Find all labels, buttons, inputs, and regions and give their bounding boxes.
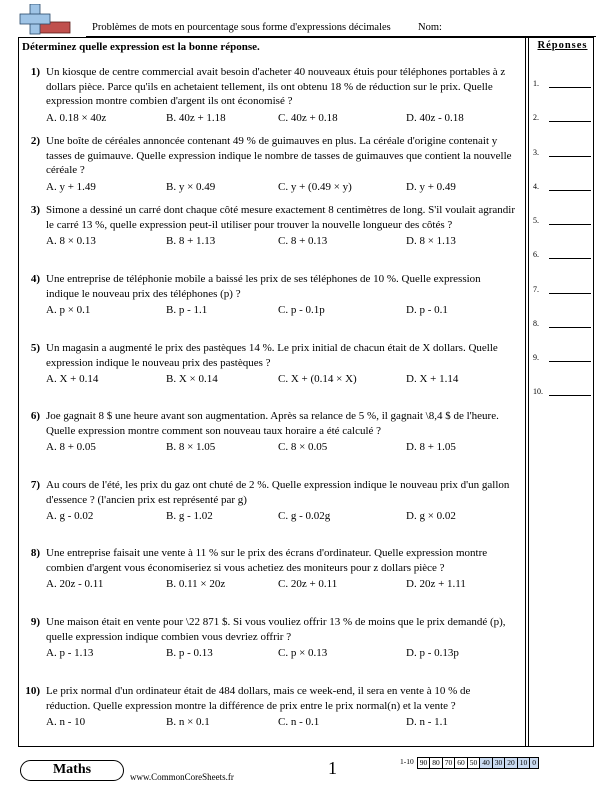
option-a: A. 8 + 0.05 xyxy=(46,441,96,453)
answer-number: 4. xyxy=(533,182,539,191)
answer-line[interactable] xyxy=(533,350,593,364)
option-b: B. 40z + 1.18 xyxy=(166,111,226,124)
answer-number: 6. xyxy=(533,250,539,259)
option-c: C. n - 0.1 xyxy=(278,716,320,728)
question-number: 6) xyxy=(30,410,40,422)
question-text: Le prix normal d'un ordinateur était de 484 dollars, mais ce week-end, il sera en vente à 10 % de réduction. Quelle expression montre la différence de prix entre le prix normal(n) et la vente ? xyxy=(46,685,471,712)
commoncoresheets-logo xyxy=(18,4,74,36)
question-9 xyxy=(22,615,522,661)
option-b: B. 8 × 1.05 xyxy=(166,441,216,453)
question-text: Une entreprise faisait une vente à 11 % sur le prix des écrans d'ordinateur. Quelle expression montre combien d'argent vous économiseriez si vous achetiez des moniteurs pour z dollars pièce ? xyxy=(46,547,488,574)
question-options xyxy=(46,509,522,524)
answer-line[interactable] xyxy=(533,179,593,193)
option-d: D. p - 0.13p xyxy=(406,647,459,659)
question-6 xyxy=(22,409,522,455)
answer-number: 2. xyxy=(533,113,539,122)
option-b: B. p - 0.13 xyxy=(166,647,213,659)
option-d: D. n - 1.1 xyxy=(406,716,448,728)
option-d: D. p - 0.1 xyxy=(406,304,448,316)
question-options xyxy=(46,180,522,195)
question-number: 4) xyxy=(30,273,40,285)
question-options xyxy=(46,646,522,661)
name-label: Nom: xyxy=(418,22,442,33)
score-cell: 80 xyxy=(429,757,442,769)
question-text: Simone a dessiné un carré dont chaque côté mesure exactement 8 centimètres de long. S'il voulait agrandir le carré 13 %, quelle expression peut-il utiliser pour trouver la nouvelle longueur des côtés ? xyxy=(46,204,516,231)
answer-line[interactable] xyxy=(533,213,593,227)
question-7 xyxy=(22,478,522,524)
answer-line[interactable] xyxy=(533,384,593,398)
option-a: A. X + 0.14 xyxy=(46,373,99,385)
option-b: B. 8 + 1.13 xyxy=(166,235,216,247)
option-a: A. 8 × 0.13 xyxy=(46,235,96,247)
option-b: B. X × 0.14 xyxy=(166,373,218,385)
question-options xyxy=(46,440,522,455)
option-c: C. p - 0.1p xyxy=(278,304,325,316)
answer-number: 8. xyxy=(533,319,539,328)
question-number: 8) xyxy=(30,547,40,559)
answers-title: Réponses xyxy=(537,40,588,51)
question-options xyxy=(46,234,522,249)
answer-line[interactable] xyxy=(533,76,593,90)
answer-number: 3. xyxy=(533,148,539,157)
option-c: C. 40z + 0.18 xyxy=(278,111,338,124)
answer-number: 7. xyxy=(533,285,539,294)
option-d: D. 20z + 1.11 xyxy=(406,578,466,590)
option-a: A. p - 1.13 xyxy=(46,647,94,659)
option-d: D. y + 0.49 xyxy=(406,180,456,193)
question-text: Au cours de l'été, les prix du gaz ont chuté de 2 %. Quelle expression indique le nouveau prix d'un gallon d'essence ? (l'ancien prix est représenté par g) xyxy=(46,479,510,506)
question-number: 3) xyxy=(30,204,40,216)
question-number: 10) xyxy=(25,685,40,697)
question-3 xyxy=(22,203,522,249)
question-10 xyxy=(22,684,522,730)
option-c: C. 8 × 0.05 xyxy=(278,441,328,453)
option-d: D. 8 + 1.05 xyxy=(406,441,456,453)
question-text: Un kiosque de centre commercial avait besoin d'acheter 40 nouveaux étuis pour téléphones portables à z dollars pièce. Parce qu'ils en achetaient tellement, ils ont obtenu 18 % de réduction sur le prix. Quelle expression montre combien d'argent ils ont économisé ? xyxy=(46,66,506,107)
answer-number: 1. xyxy=(533,79,539,88)
score-cell: 10 xyxy=(517,757,530,769)
question-number: 1) xyxy=(30,66,40,78)
answer-line[interactable] xyxy=(533,110,593,124)
score-cell: 60 xyxy=(454,757,467,769)
page-number: 1 xyxy=(328,758,337,778)
question-text: Un magasin a augmenté le prix des pastèques 14 %. Le prix initial de chacun était de X dollars. Quelle expression indique le nouveau prix des pastèques ? xyxy=(46,342,498,369)
option-b: B. g - 1.02 xyxy=(166,510,213,522)
answer-line[interactable] xyxy=(533,145,593,159)
question-options xyxy=(46,111,522,126)
score-cell: 0 xyxy=(529,757,539,769)
score-table xyxy=(398,757,539,769)
question-options xyxy=(46,577,522,592)
question-text: Une entreprise de téléphonie mobile a baissé les prix de ses téléphones de 10 %. Quelle expression indique le nouveau prix des téléphones (p) ? xyxy=(46,273,481,300)
option-a: A. 0.18 × 40z xyxy=(46,111,107,124)
option-a: A. 20z - 0.11 xyxy=(46,578,104,590)
option-a: A. g - 0.02 xyxy=(46,510,94,522)
option-c: C. 20z + 0.11 xyxy=(278,578,338,590)
option-c: C. X + (0.14 × X) xyxy=(278,373,357,385)
option-d: D. X + 1.14 xyxy=(406,373,459,385)
worksheet-title: Problèmes de mots en pourcentage sous forme d'expressions décimales xyxy=(92,22,391,33)
question-options xyxy=(46,715,522,730)
option-a: A. y + 1.49 xyxy=(46,180,96,193)
subject-badge: Maths xyxy=(20,760,124,781)
score-range-label: 1-10 xyxy=(400,757,414,766)
question-8 xyxy=(22,546,522,592)
option-b: B. y × 0.49 xyxy=(166,180,216,193)
question-text: Une boîte de céréales annoncée contenant 49 % de guimauves en plus. La céréale d'origine contenait y tasses de guimauve. Quelle expression indique le nombre de tasses de guimauves que contient la nouvelle céréale ? xyxy=(46,135,512,176)
question-options xyxy=(46,303,522,318)
option-b: B. 0.11 × 20z xyxy=(166,578,226,590)
answer-column-divider xyxy=(525,37,529,747)
answer-number: 10. xyxy=(533,387,543,396)
question-1 xyxy=(22,65,522,126)
instructions: Déterminez quelle expression est la bonne réponse. xyxy=(22,41,260,53)
option-a: A. p × 0.1 xyxy=(46,304,91,316)
score-cell: 50 xyxy=(467,757,480,769)
question-2 xyxy=(22,134,522,195)
question-4 xyxy=(22,272,522,318)
score-cell: 20 xyxy=(504,757,517,769)
question-number: 9) xyxy=(30,616,40,628)
option-c: C. y + (0.49 × y) xyxy=(278,180,352,193)
question-number: 5) xyxy=(30,342,40,354)
score-cell: 30 xyxy=(492,757,505,769)
question-5 xyxy=(22,341,522,387)
answer-line[interactable] xyxy=(533,316,593,330)
score-cell: 90 xyxy=(417,757,430,769)
answer-line[interactable] xyxy=(533,247,593,261)
answer-number: 5. xyxy=(533,216,539,225)
option-b: B. n × 0.1 xyxy=(166,716,210,728)
question-text: Une maison était en vente pour \22 871 $. Si vous vouliez offrir 13 % de moins que le prix demandé (p), quelle expression indique combien vous devriez offrir ? xyxy=(46,616,506,643)
score-cell: 40 xyxy=(479,757,492,769)
answer-number: 9. xyxy=(533,353,539,362)
option-d: D. 40z - 0.18 xyxy=(406,111,464,124)
option-c: C. p × 0.13 xyxy=(278,647,328,659)
question-text: Joe gagnait 8 $ une heure avant son augmentation. Après sa relance de 5 %, il gagnait \8,4 $ de l'heure. Quelle expression montre comment son nouveau taux horaire a été calculé ? xyxy=(46,410,499,437)
option-c: C. 8 + 0.13 xyxy=(278,235,328,247)
option-a: A. n - 10 xyxy=(46,716,86,728)
site-url: www.CommonCoreSheets.fr xyxy=(130,772,234,782)
score-cell: 70 xyxy=(442,757,455,769)
question-options xyxy=(46,372,522,387)
option-c: C. g - 0.02g xyxy=(278,510,331,522)
question-number: 2) xyxy=(30,135,40,147)
option-b: B. p - 1.1 xyxy=(166,304,208,316)
option-d: D. 8 × 1.13 xyxy=(406,235,456,247)
question-number: 7) xyxy=(30,479,40,491)
answer-line[interactable] xyxy=(533,282,593,296)
option-d: D. g × 0.02 xyxy=(406,510,456,522)
